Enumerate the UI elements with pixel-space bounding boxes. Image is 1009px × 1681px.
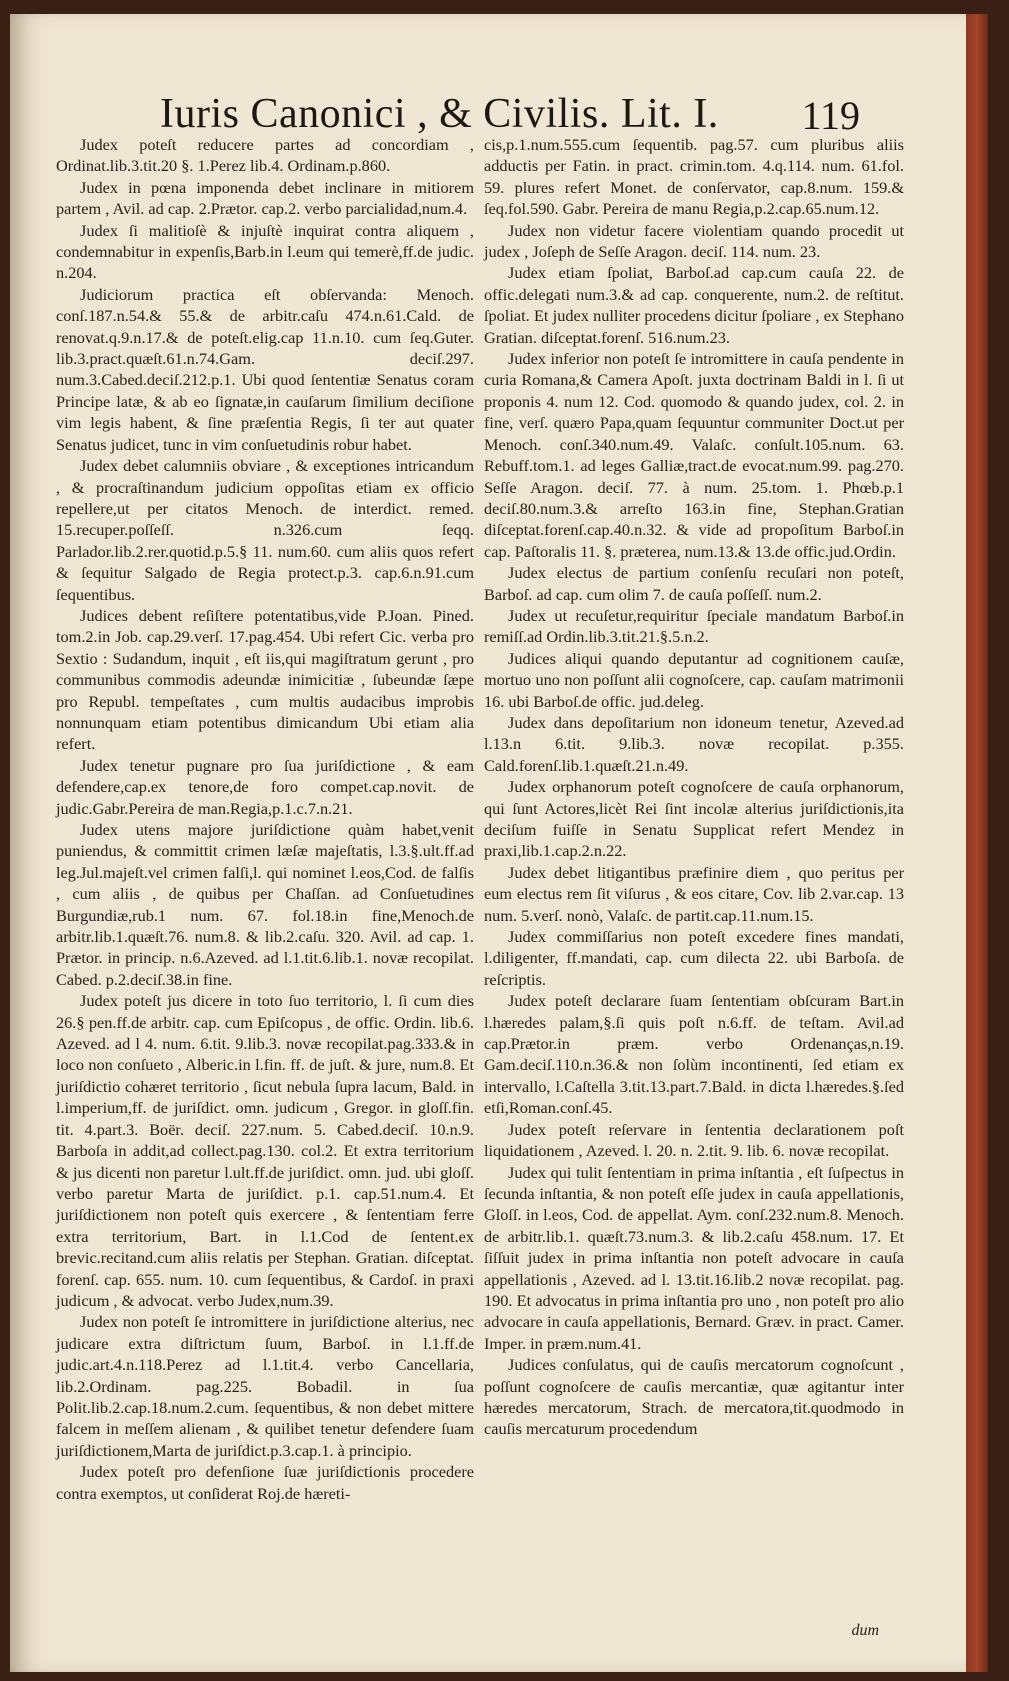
paragraph: Judex ut recuſetur,requiritur ſpeciale mandatum Barboſ.in remiſſ.ad Ordin.lib.3.tit.21.§.5.n.2. bbox=[484, 605, 904, 647]
paragraph: Judex poteſt pro defenſione ſuæ juriſdictionis procedere contra exemptos, ut conſiderat Roj.de hæreti- bbox=[56, 1462, 474, 1503]
right-column bbox=[484, 134, 904, 1440]
page-number: 119 bbox=[801, 93, 860, 138]
paragraph: Judex qui tulit ſententiam in prima inſtantia , eſt ſuſpectus in ſecunda inſtantia, & non poteſt eſſe judex in cauſa appellationis, Gloſſ. in l.eos, Cod. de appellat. Aym. conſ.232.num.8. Menoch. de arbitr.lib.1. quæſt.73.num.3. & lib.2.caſu 458.num. 17. Et ſiſſuit judex in prima inſtantia non poteſt advocare in cauſa appellationis , Azeved. ad l. 13.tit.16.lib.2 novæ recopilat. pag. 190. Et advocatus in prima inſtantia pro uno , non poteſt pro alio advocare in cauſa appellationis, Bernard. Græv. in pract. Camer. Imper. in præm.num.41. bbox=[484, 1162, 904, 1353]
paragraph: Judex poteſt declarare ſuam ſententiam obſcuram Bart.in l.hæredes palam,§.ſi quis poſt n.6.ff. de teſtam. Avil.ad cap.Prætor.in præm. verbo Ordenanças,n.19. Gam.deciſ.110.n.36.& non ſolùm incontinenti, ſed etiam ex intervallo, l.Caſtella 3.tit.13.part.7.Bald. in dicta l.hæredes.§.ſed etſi,Roman.conſ.45. bbox=[484, 991, 904, 1118]
paragraph: Judiciorum practica eſt obſervanda: Menoch. conſ.187.n.54.& 55.& de arbitr.caſu 474.n.61.Cald. de renovat.q.9.n.17.& de poteſt.elig.cap 11.n.10. cum ſeq.Guter. lib.3.pract.quæſt.61.n.74.Gam. deciſ.297. num.3.Cabed.deciſ.212.p.1. Ubi quod ſententiæ Senatus coram Principe latæ, & ab eo ſignatæ,in cauſarum ſimilium deciſione vim legis habent, & ſine præſentia Regis, ſi ter aut quater Senatus judicet, tunc in vim conſuetudinis robur habet. bbox=[56, 284, 474, 454]
paragraph: Judex non poteſt ſe intromittere in juriſdictione alterius, nec judicare extra diſtrictum ſuum, Barboſ. in l.1.ff.de judic.art.4.n.118.Perez ad l.1.tit.4. verbo Cancellaria, lib.2.Ordinam. pag.225. Bobadil. in ſua Polit.lib.2.cap.18.num.2.cum. ſequentibus, & non debet mittere falcem in meſſem alienam , & quilibet tenetur defendere ſuam juriſdictionem,Marta de juriſdict.p.3.cap.1. à principio. bbox=[56, 1312, 474, 1460]
paragraph: Judices aliqui quando deputantur ad cognitionem cauſæ, mortuo uno non poſſunt alii cognoſcere, cap. cauſam matrimonii 16. ubi Barboſ.de offic. jud.deleg. bbox=[484, 648, 904, 711]
paragraph: Judex etiam ſpoliat, Barboſ.ad cap.cum cauſa 22. de offic.delegati num.3.& ad cap. conquerente, num.2. de reſtitut. ſpoliat. Et judex nulliter procedens dicitur ſpoliare , ex Stephano Gratian. diſceptat.forenſ. 516.num.23. bbox=[484, 263, 904, 347]
paragraph: Judex commiſſarius non poteſt excedere fines mandati, l.diligenter, ff.mandati, cap. cum dilecta 22. ubi Barboſa. de reſcriptis. bbox=[484, 927, 904, 989]
paragraph: Judex utens majore juriſdictione quàm habet,venit puniendus, & committit crimen læſæ majeſtatis, l.3.§.ult.ff.ad leg.Jul.majeſt.vel crimen falſi,l. qui nominet l.eos,Cod. de falſis , cum aliis , de quibus per Chaſſan. ad Conſuetudines Burgundiæ,rub.1 num. 67. fol.18.in fine,Menoch.de arbitr.lib.1.quæſt.76. num.8. & lib.2.caſu. 320. Avil. ad cap. 1. Prætor. in princip. n.6.Azeved. ad l.1.tit.6.lib.1. novæ recopilat. Cabed. p.2.deciſ.38.in fine. bbox=[56, 820, 474, 989]
paragraph: Judex dans depoſitarium non idoneum tenetur, Azeved.ad l.13.n 6.tit. 9.lib.3. novæ recopilat. p.355. Cald.forenſ.lib.1.quæſt.21.n.49. bbox=[484, 712, 904, 775]
paragraph: Judex debet litigantibus præfinire diem , quo peritus per eum electus rem ſit viſurus , & eos citare, Cov. lib 2.var.cap. 13 num. 5.verſ. nonò, Valaſc. de partit.cap.11.num.15. bbox=[484, 862, 904, 925]
paragraph: Judex in pœna imponenda debet inclinare in mitiorem partem , Avil. ad cap. 2.Prætor. cap.2. verbo parcialidad,num.4. bbox=[56, 177, 474, 219]
paragraph: Judex tenetur pugnare pro ſua juriſdictione , & eam defendere,cap.ex tenore,de foro compet.cap.novit. de judic.Gabr.Pereira de man.Regia,p.1.c.7.n.21. bbox=[56, 755, 474, 818]
paragraph: Judex debet calumniis obviare , & exceptiones intricandum , & procraſtinandum judicium oppoſitas etiam ex officio repellere,ut per citatos Menoch. de interdict. remed. 15.recuper.poſſeſſ. n.326.cum ſeqq. Parlador.lib.2.rer.quotid.p.5.§ 11. num.60. cum aliis quos refert & ſequitur Salgado de Regia protect.p.3. cap.6.n.91.cum ſequentibus. bbox=[56, 456, 474, 604]
paragraph: Judex poteſt reſervare in ſententia declarationem poſt liquidationem , Azeved. l. 20. n. 2.tit. 9. lib. 6. novæ recopilat. bbox=[484, 1119, 904, 1161]
page-title: Iuris Canonici , & Civilis. Lit. I. bbox=[160, 91, 719, 137]
left-column bbox=[56, 134, 474, 1504]
paragraph: Judex inferior non poteſt ſe intromittere in cauſa pendente in curia Romana,& Camera Apoſt. juxta doctrinam Baldi in l. ſi ut proponis 4. num 12. Cod. quomodo & quando judex, col. 2. in fine, verſ. quæro Papa,quam ſequuntur communiter Doct.ut per Menoch. conſ.340.num.49. Valaſc. conſult.105.num. 63. Rebuff.tom.1. ad leges Galliæ,tract.de evocat.num.99. pag.270. Seſſe Aragon. deciſ. 77. à num. 25.tom. 1. Phœb.p.1 deciſ.80.num.3.& arreſto 163.in fine, Stephan.Gratian diſceptat.forenſ.cap.40.n.32. & vide ad propoſitum Barboſ.in cap. Paſtoralis 11. §. præterea, num.13.& 13.de offic.jud.Ordin. bbox=[484, 349, 904, 561]
catchword: dum bbox=[851, 1622, 879, 1639]
paragraph: Judex poteſt reducere partes ad concordiam , Ordinat.lib.3.tit.20 §. 1.Perez lib.4. Ordinam.p.860. bbox=[56, 135, 474, 176]
paragraph: Judex non videtur facere violentiam quando procedit ut judex , Joſeph de Seſſe Aragon. deciſ. 114. num. 23. bbox=[484, 220, 904, 262]
paragraph: Judices conſulatus, qui de cauſis mercatorum cognoſcunt , poſſunt cognoſcere de cauſis mercantiæ, quæ agitantur inter hæredes mercatorum, Strach. de mercatora,tit.quodmodo in cauſis mercaturum procedendum bbox=[484, 1355, 904, 1439]
paragraph: Judex orphanorum poteſt cognoſcere de cauſa orphanorum, qui ſunt Actores,licèt Rei ſint incolæ alterius juriſdictionis,ita deciſum fuiſſe in Senatu Supplicat refert Mendez in praxi,lib.1.cap.2.n.22. bbox=[484, 777, 904, 861]
paragraph: Judex ſi malitioſè & injuſtè inquirat contra aliquem , condemnabitur in expenſis,Barb.in l.eum qui temerè,ff.de judic. n.204. bbox=[56, 220, 474, 283]
paragraph: Judex poteſt jus dicere in toto ſuo territorio, l. ſi cum dies 26.§ pen.ff.de arbitr. cap. cum Epiſcopus , de offic. Ordin. lib.6. Azeved. ad l 4. num. 6.tit. 9.lib.3. novæ recopilat.pag.333.& in loco non conſueto , Alberic.in l.fin. ff. de juſt. & jure, num.8. Et juriſdictio cohæret territorio , ſicut nebula ſupra lacum, Bald. in l.imperium,ff. de juriſdict. omn. judicum , Gregor. in gloſſ.fin. tit. 4.part.3. Boër. deciſ. 227.num. 5. Cabed.deciſ. 10.n.9. Barboſa in addit,ad collect.pag.130. col.2. Et extra territorium & jus dicenti non paretur l.ult.ff.de juriſdict. omn. jud. ubi gloſſ. verbo paretur Marta de juriſdict. p.1. cap.51.num.4. Et juriſdictionem non poteſt quis exercere , & ſententiam ferre extra territorium, Bart. in l.1.Cod de ſentent.ex brevic.recitand.cum aliis relatis per Stephan. Gratian. diſceptat. forenſ. cap. 655. num. 10. cum ſequentibus, & Cardoſ. in praxi judicum , & advocat. verbo Judex,num.39. bbox=[56, 991, 474, 1310]
paragraph: Judex electus de partium conſenſu recuſari non poteſt, Barboſ. ad cap. cum olim 7. de cauſa poſſeſſ. num.2. bbox=[484, 563, 904, 604]
paragraph: Judices debent reſiſtere potentatibus,vide P.Joan. Pined. tom.2.in Job. cap.29.verſ. 17.pag.454. Ubi refert Cic. verba pro Sextio : Sudandum, inquit , eſt iis,qui magiſtratum gerunt , pro communibus commodis adeundæ inimicitiæ , ſubeundæ ſæpe pro Republ. tempeſtates , cum multis audacibus improbis nonnunquam etiam potentibus dimicandum Ubi etiam alia refert. bbox=[56, 605, 474, 754]
page-edge bbox=[966, 14, 988, 1672]
paragraph: cis,p.1.num.555.cum ſequentib. pag.57. cum pluribus aliis adductis per Fatin. in pract. crimin.tom. 4.q.114. num. 61.fol. 59. plures refert Monet. de conſervator, cap.8.num. 159.& ſeq.fol.590. Gabr. Pereira de manu Regia,p.2.cap.65.num.12. bbox=[484, 135, 904, 219]
